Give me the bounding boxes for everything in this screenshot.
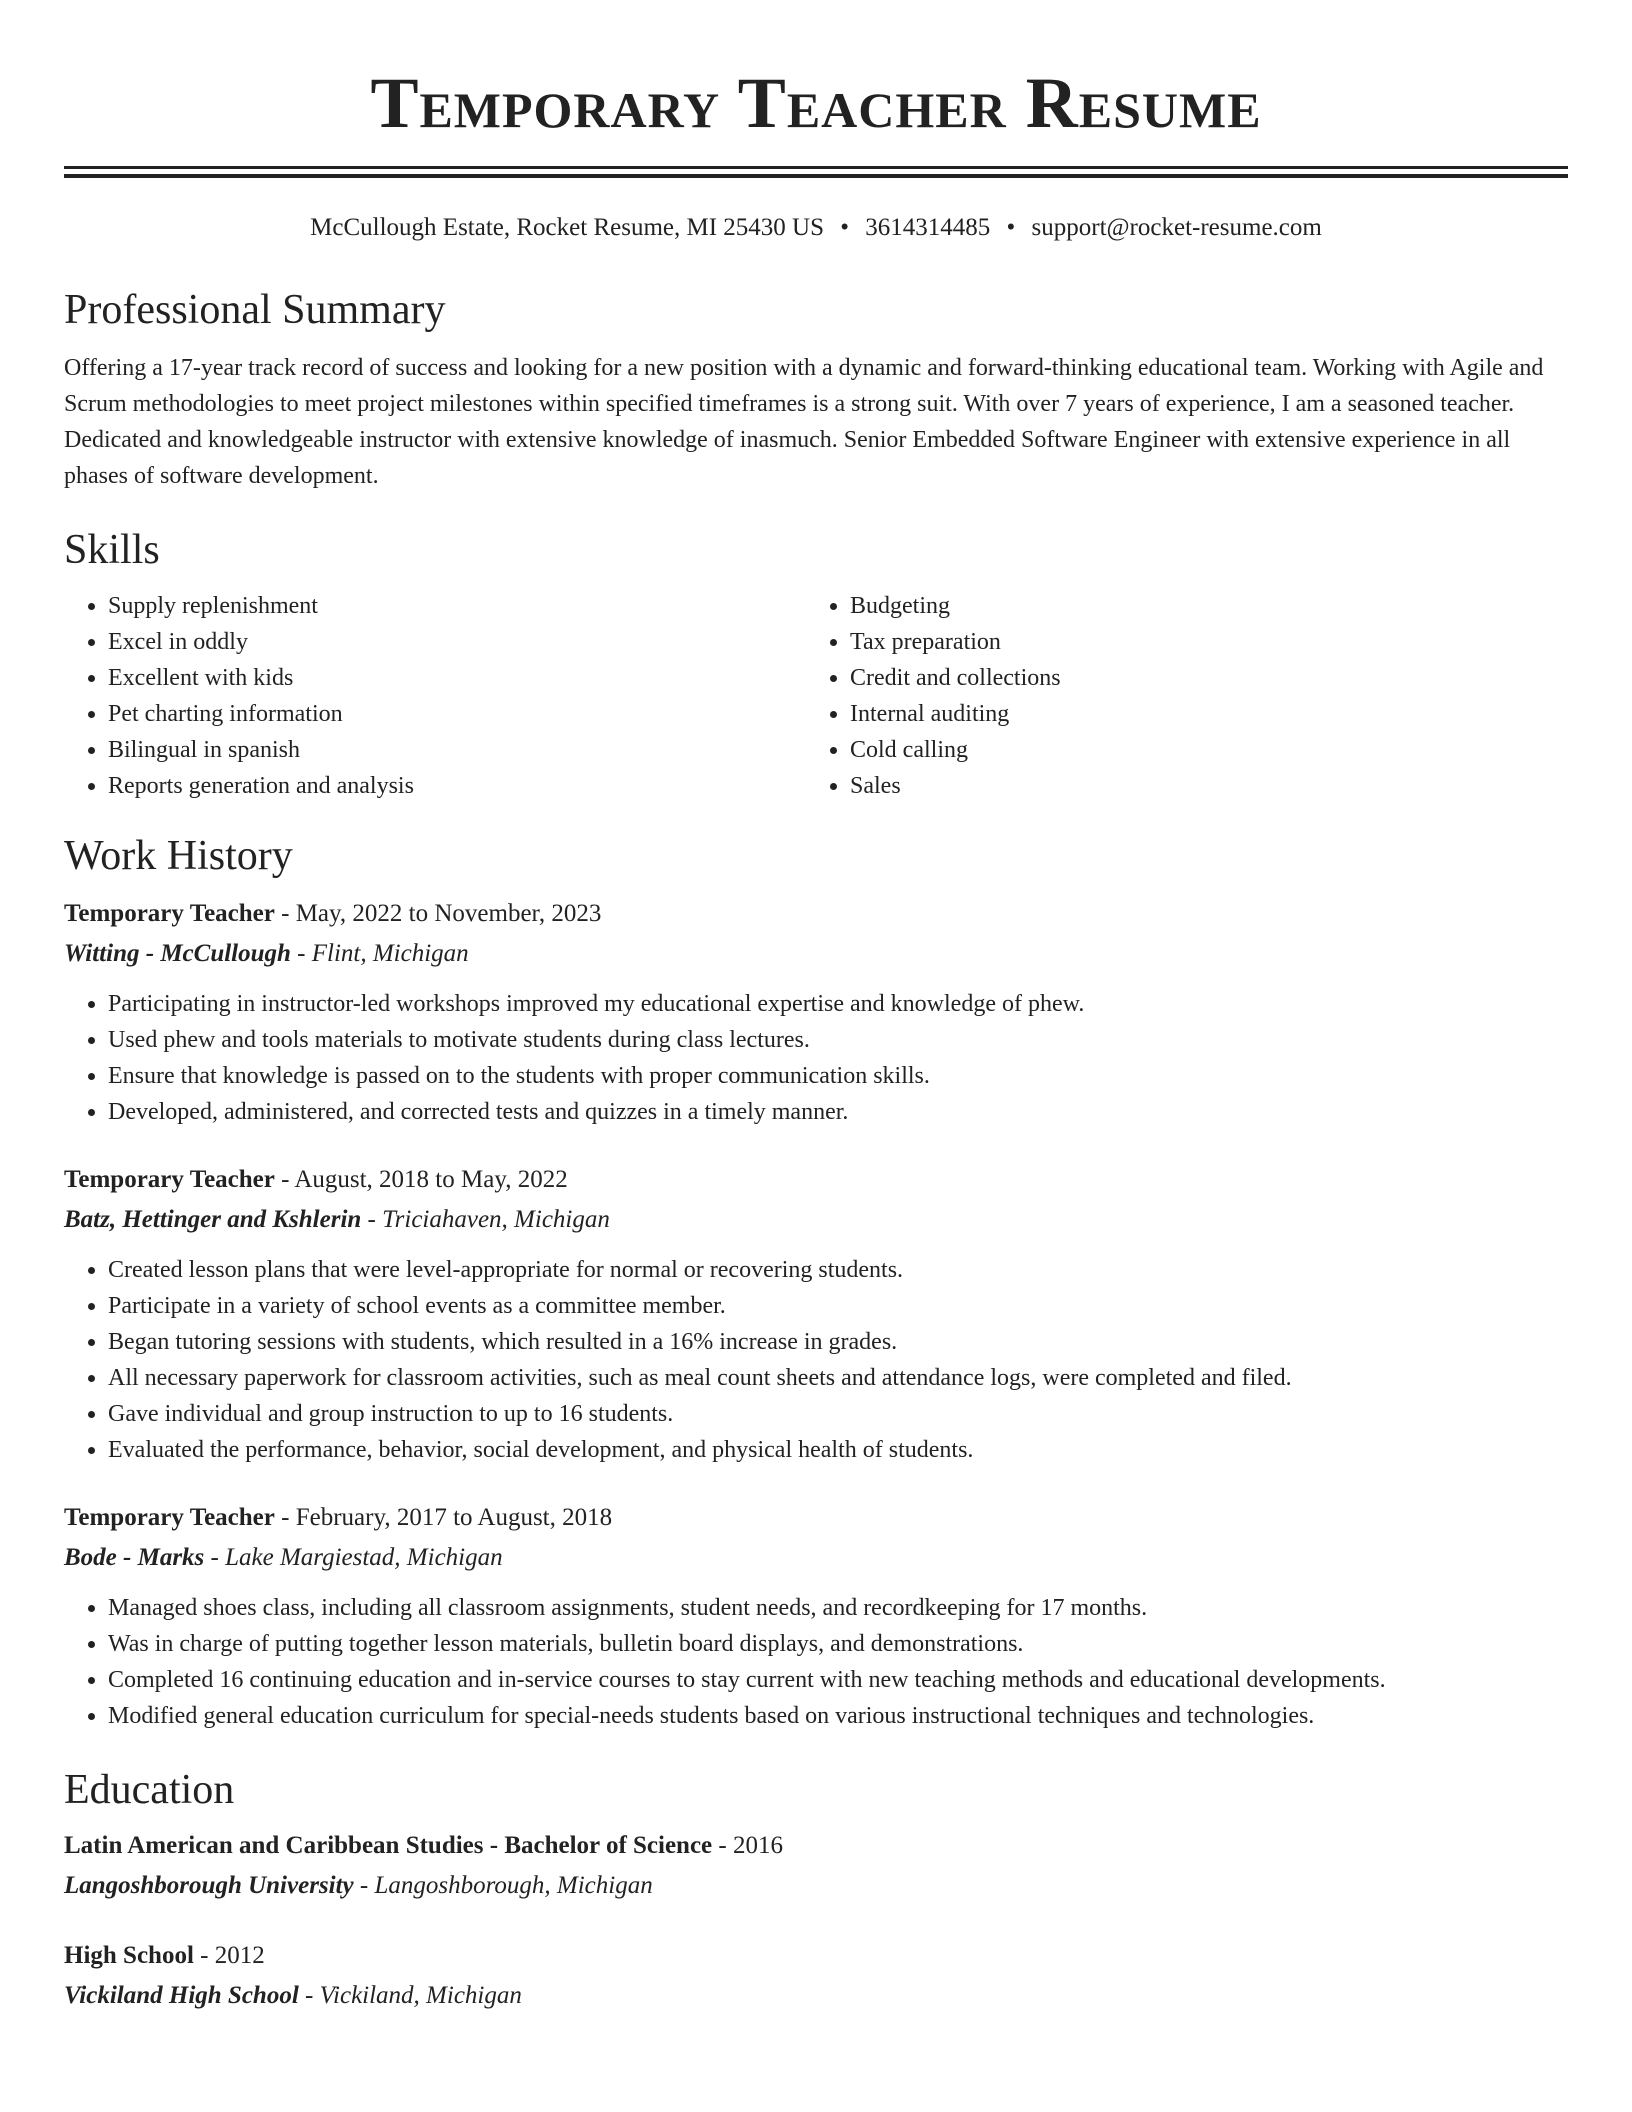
skills-heading: Skills (64, 527, 160, 573)
contact-line (64, 212, 1568, 244)
skills-list-right (806, 588, 1548, 804)
job-dates: - February, 2017 to August, 2018 (274, 1504, 613, 1531)
degree-name: High School (64, 1942, 194, 1969)
education-entry (64, 1828, 1568, 1904)
degree-line (64, 1938, 1568, 1974)
school-location: - Langoshborough, Michigan (353, 1872, 653, 1899)
employer-name: Witting - McCullough (64, 940, 291, 967)
job-bullet: • Evaluated the performance, behavior, social development, and physical health of students. (108, 1432, 1568, 1468)
job-bullets (64, 1252, 1568, 1468)
employer-line (64, 1202, 1568, 1238)
contact-email: support@rocket-resume.com (1031, 214, 1322, 241)
job-title-line (64, 896, 1568, 932)
summary-heading: Professional Summary (64, 287, 446, 333)
school-name: Vickiland High School (64, 1982, 299, 2009)
skill-item: • Budgeting (850, 588, 1548, 624)
job-bullet: • Participating in instructor-led workshops improved my educational expertise and knowledge of phew. (108, 986, 1568, 1022)
school-name: Langoshborough University (64, 1872, 354, 1899)
skill-item: • Supply replenishment (108, 588, 806, 624)
contact-separator: • (840, 214, 850, 241)
job-bullet: • Managed shoes class, including all classroom assignments, student needs, and recordkeeping for 17 months. (108, 1590, 1568, 1626)
school-line (64, 1978, 1568, 2014)
skill-item: • Reports generation and analysis (108, 768, 806, 804)
graduation-year: - 2012 (193, 1942, 265, 1969)
skill-item: • Internal auditing (850, 696, 1548, 732)
job-bullet: • Developed, administered, and corrected tests and quizzes in a timely manner. (108, 1094, 1568, 1130)
title-divider-thick (64, 174, 1568, 178)
skill-item: • Credit and collections (850, 660, 1548, 696)
job-bullet: • Gave individual and group instruction to up to 16 students. (108, 1396, 1568, 1432)
job-bullet: • Was in charge of putting together lesson materials, bulletin board displays, and demonstrations. (108, 1626, 1568, 1662)
job-title-line (64, 1162, 1568, 1198)
employer-location: - Flint, Michigan (290, 940, 469, 967)
skill-item: • Sales (850, 768, 1548, 804)
job-bullet: • Ensure that knowledge is passed on to the students with proper communication skills. (108, 1058, 1568, 1094)
education-entry (64, 1938, 1568, 2014)
skill-item: • Pet charting information (108, 696, 806, 732)
employer-location: - Lake Margiestad, Michigan (204, 1544, 503, 1571)
employer-line (64, 936, 1568, 972)
job-entry (64, 1162, 1568, 1468)
job-title: Temporary Teacher (64, 1504, 275, 1531)
job-dates: - May, 2022 to November, 2023 (274, 900, 602, 927)
school-location: - Vickiland, Michigan (298, 1982, 522, 2009)
job-bullet: • All necessary paperwork for classroom activities, such as meal count sheets and attendance logs, were completed and filed. (108, 1360, 1568, 1396)
contact-address: McCullough Estate, Rocket Resume, MI 25430 US (310, 214, 824, 241)
employer-name: Batz, Hettinger and Kshlerin (64, 1206, 362, 1233)
resume-title: Temporary Teacher Resume (370, 63, 1262, 143)
skills-columns (64, 588, 1568, 804)
job-bullet: • Completed 16 continuing education and in-service courses to stay current with new teaching methods and educational developments. (108, 1662, 1568, 1698)
job-bullet: • Began tutoring sessions with students, which resulted in a 16% increase in grades. (108, 1324, 1568, 1360)
graduation-year: - 2016 (712, 1832, 783, 1859)
job-entry (64, 896, 1568, 1130)
skill-item: • Tax preparation (850, 624, 1548, 660)
work-history-heading: Work History (64, 833, 293, 879)
skills-list-left (64, 588, 806, 804)
job-title-line (64, 1500, 1568, 1536)
job-dates: - August, 2018 to May, 2022 (274, 1166, 568, 1193)
title-divider-thin (64, 166, 1568, 169)
job-bullet: • Used phew and tools materials to motivate students during class lectures. (108, 1022, 1568, 1058)
job-bullet: • Created lesson plans that were level-appropriate for normal or recovering students. (108, 1252, 1568, 1288)
contact-phone: 3614314485 (865, 214, 991, 241)
job-title: Temporary Teacher (64, 900, 275, 927)
job-title: Temporary Teacher (64, 1166, 275, 1193)
job-bullet: • Modified general education curriculum for special-needs students based on various instructional techniques and technologies. (108, 1698, 1568, 1734)
degree-line (64, 1828, 1568, 1864)
employer-name: Bode - Marks (64, 1544, 205, 1571)
job-bullet: • Participate in a variety of school events as a committee member. (108, 1288, 1568, 1324)
job-entry (64, 1500, 1568, 1734)
skill-item: • Excel in oddly (108, 624, 806, 660)
skill-item: • Cold calling (850, 732, 1548, 768)
employer-line (64, 1540, 1568, 1576)
job-bullets (64, 1590, 1568, 1734)
school-line (64, 1868, 1568, 1904)
contact-separator: • (1006, 214, 1016, 241)
employer-location: - Triciahaven, Michigan (361, 1206, 610, 1233)
summary-text: Offering a 17-year track record of success and looking for a new position with a dynamic and forward-thinking educational team. Working with Agile and Scrum methodologies to meet project milestones within specified timeframes is a strong suit. With over 7 years of experience, I am a seasoned teacher. Dedicated and knowledgeable instructor with extensive knowledge of inasmuch. Senior Embedded Software Engineer with extensive experience in all phases of software development. (64, 355, 1544, 489)
skill-item: • Bilingual in spanish (108, 732, 806, 768)
education-heading: Education (64, 1767, 235, 1813)
skill-item: • Excellent with kids (108, 660, 806, 696)
job-bullets (64, 986, 1568, 1130)
degree-name: Latin American and Caribbean Studies - Bachelor of Science (64, 1832, 713, 1859)
